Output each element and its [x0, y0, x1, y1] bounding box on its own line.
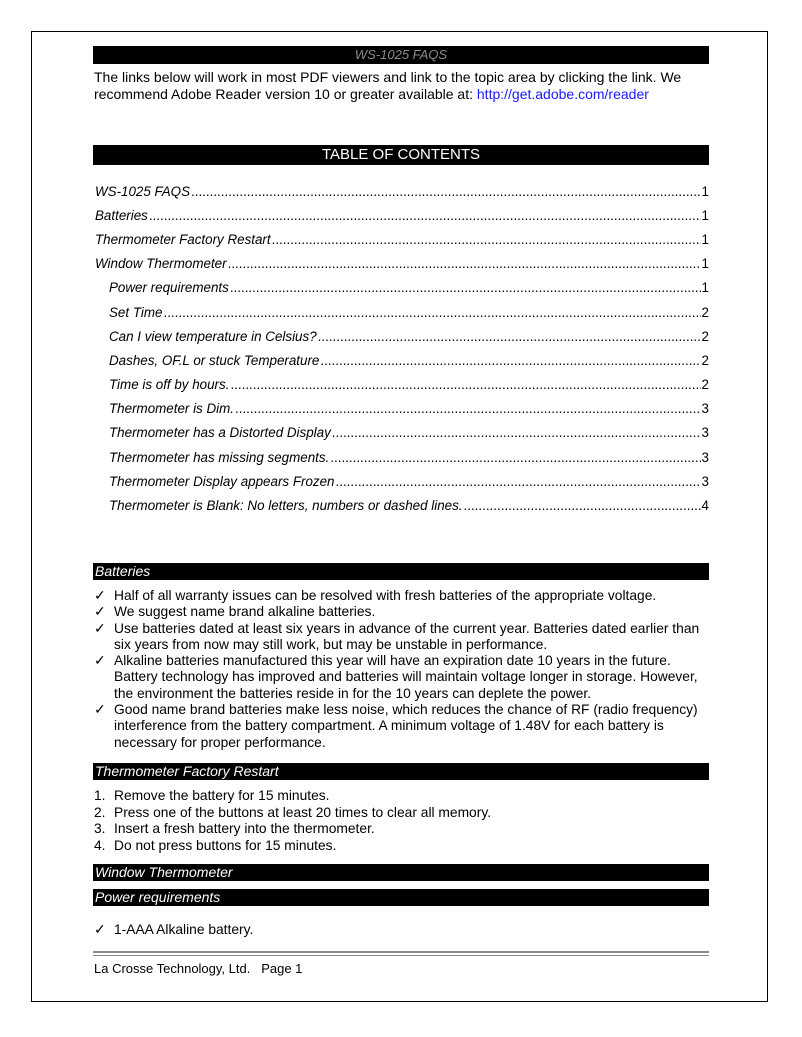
step-number: 2.: [94, 804, 106, 820]
checkmark-icon: ✓: [94, 922, 106, 937]
list-item-text: Alkaline batteries manufactured this year will have an expiration date 10 years in the future. Battery technology has improved and batteries will maintain voltage longer in storage. However, the environment the batteries reside in for the 10 years can deplete the power.: [114, 653, 698, 701]
step-number: 1.: [94, 788, 106, 803]
toc-title: TABLE OF CONTENTS: [93, 145, 709, 165]
toc-leader: [230, 377, 700, 392]
power-requirements-heading: Power requirements: [93, 889, 709, 906]
toc-leader: [318, 329, 701, 344]
toc-entry-page: 2: [701, 328, 709, 344]
toc-leader: [320, 353, 700, 368]
toc-leader: [191, 184, 701, 199]
toc-entry-label: Thermometer is Dim.: [109, 401, 234, 417]
toc-entry[interactable]: [95, 203, 709, 227]
adobe-reader-link[interactable]: http://get.adobe.com/reader: [476, 86, 649, 102]
batteries-heading: Batteries: [93, 563, 709, 580]
list-item-text: 1-AAA Alkaline battery.: [114, 922, 254, 937]
batteries-list: [94, 588, 710, 751]
checkmark-icon: ✓: [94, 653, 106, 669]
footer-company: La Crosse Technology, Ltd.: [94, 961, 251, 976]
toc-entry-page: 2: [701, 352, 709, 368]
toc-entry[interactable]: [95, 252, 709, 276]
footer-page-number: Page 1: [261, 961, 303, 976]
toc-leader: [163, 305, 700, 320]
toc-entry-page: 3: [701, 425, 709, 441]
list-item: [94, 621, 710, 654]
toc-subentry[interactable]: [95, 348, 709, 372]
toc-entry-label: Set Time: [109, 304, 163, 320]
window-thermometer-heading: Window Thermometer: [93, 864, 709, 881]
step-text: Press one of the buttons at least 20 times to clear all memory.: [114, 804, 492, 820]
list-item-text: Half of all warranty issues can be resolved with fresh batteries of the appropriate voltage.: [114, 588, 657, 603]
list-item: [94, 588, 710, 604]
power-list: [94, 922, 710, 938]
list-item: [94, 653, 710, 702]
intro-paragraph: [94, 69, 714, 103]
footer-divider: [93, 955, 709, 956]
toc-leader: [464, 498, 701, 513]
toc-entry-page: 1: [701, 231, 709, 247]
step-number: 4.: [94, 837, 106, 853]
page-footer: [94, 961, 302, 976]
toc-entry-page: 1: [701, 183, 709, 199]
list-item-text: We suggest name brand alkaline batteries.: [114, 604, 376, 620]
toc-leader: [230, 280, 701, 295]
toc-subentry[interactable]: [95, 324, 709, 348]
toc-leader: [272, 232, 701, 247]
restart-heading: Thermometer Factory Restart: [93, 763, 709, 780]
toc-entry-label: WS-1025 FAQS: [95, 183, 191, 199]
toc-leader: [235, 401, 701, 416]
toc-entry-page: 3: [701, 401, 709, 417]
toc-entry-page: 1: [701, 256, 709, 272]
toc-entry-label: Thermometer has missing segments.: [109, 449, 330, 465]
list-item-text: Use batteries dated at least six years in advance of the current year. Batteries dated earlier than six years from now may still work, but may be unstable in performance.: [114, 620, 700, 652]
list-item: [94, 702, 710, 751]
checkmark-icon: ✓: [94, 604, 106, 620]
footer-divider: [93, 951, 709, 953]
checkmark-icon: ✓: [94, 588, 106, 603]
toc-entry-label: Thermometer Display appears Frozen: [109, 473, 335, 489]
list-item: [94, 922, 710, 938]
restart-steps: [94, 788, 710, 854]
toc-entry-label: Thermometer has a Distorted Display: [109, 425, 331, 441]
toc-subentry[interactable]: [95, 421, 709, 445]
toc-entry-label: Batteries: [95, 207, 148, 223]
step-text: Do not press buttons for 15 minutes.: [114, 837, 337, 853]
toc-leader: [149, 208, 701, 223]
toc-entry-label: Time is off by hours.: [109, 377, 230, 393]
toc-leader: [330, 450, 700, 465]
toc-entry-page: 2: [701, 304, 709, 320]
toc-subentry[interactable]: [95, 493, 709, 517]
toc-subentry[interactable]: [95, 397, 709, 421]
toc-entry-label: Thermometer Factory Restart: [95, 231, 271, 247]
list-item: [94, 788, 710, 805]
list-item: [94, 821, 710, 838]
toc-entry[interactable]: [95, 179, 709, 203]
toc-entry-page: 3: [701, 449, 709, 465]
toc-leader: [332, 425, 701, 440]
toc-subentry[interactable]: [95, 469, 709, 493]
list-item: [94, 604, 710, 620]
step-text: Insert a fresh battery into the thermometer.: [114, 821, 375, 836]
toc-entry[interactable]: [95, 227, 709, 251]
toc-entry-page: 4: [701, 498, 709, 514]
step-number: 3.: [94, 821, 106, 836]
toc-entry-label: Thermometer is Blank: No letters, numbers or dashed lines.: [109, 498, 463, 514]
toc-entry-label: Window Thermometer: [95, 256, 227, 272]
toc-leader: [228, 256, 701, 271]
toc-subentry[interactable]: [95, 445, 709, 469]
toc-entry-label: Dashes, OF.L or stuck Temperature: [109, 352, 320, 368]
toc-entry-page: 1: [701, 280, 709, 296]
toc-subentry[interactable]: [95, 300, 709, 324]
toc-entry-label: Power requirements: [109, 280, 229, 296]
checkmark-icon: ✓: [94, 702, 106, 718]
intro-text: The links below will work in most PDF viewers and link to the topic area by clicking the link. We recommend Adobe Reader version 10 or greater available at:: [94, 69, 682, 102]
list-item: [94, 838, 710, 855]
toc-entry-page: 2: [701, 377, 709, 393]
checkmark-icon: ✓: [94, 620, 106, 636]
toc-subentry[interactable]: [95, 373, 709, 397]
toc-entry-label: Can I view temperature in Celsius?: [109, 328, 317, 344]
document-title: WS-1025 FAQS: [93, 46, 709, 64]
step-text: Remove the battery for 15 minutes.: [114, 788, 330, 803]
list-item: [94, 805, 710, 822]
toc-leader: [336, 474, 701, 489]
list-item-text: Good name brand batteries make less noise, which reduces the chance of RF (radio frequency) interference from the battery compartment. A minimum voltage of 1.48V for each battery is necessary for proper performance.: [114, 702, 698, 750]
toc-entry-page: 3: [701, 473, 709, 489]
toc-entry-page: 1: [701, 207, 709, 223]
toc-subentry[interactable]: [95, 276, 709, 300]
table-of-contents: [95, 179, 709, 518]
